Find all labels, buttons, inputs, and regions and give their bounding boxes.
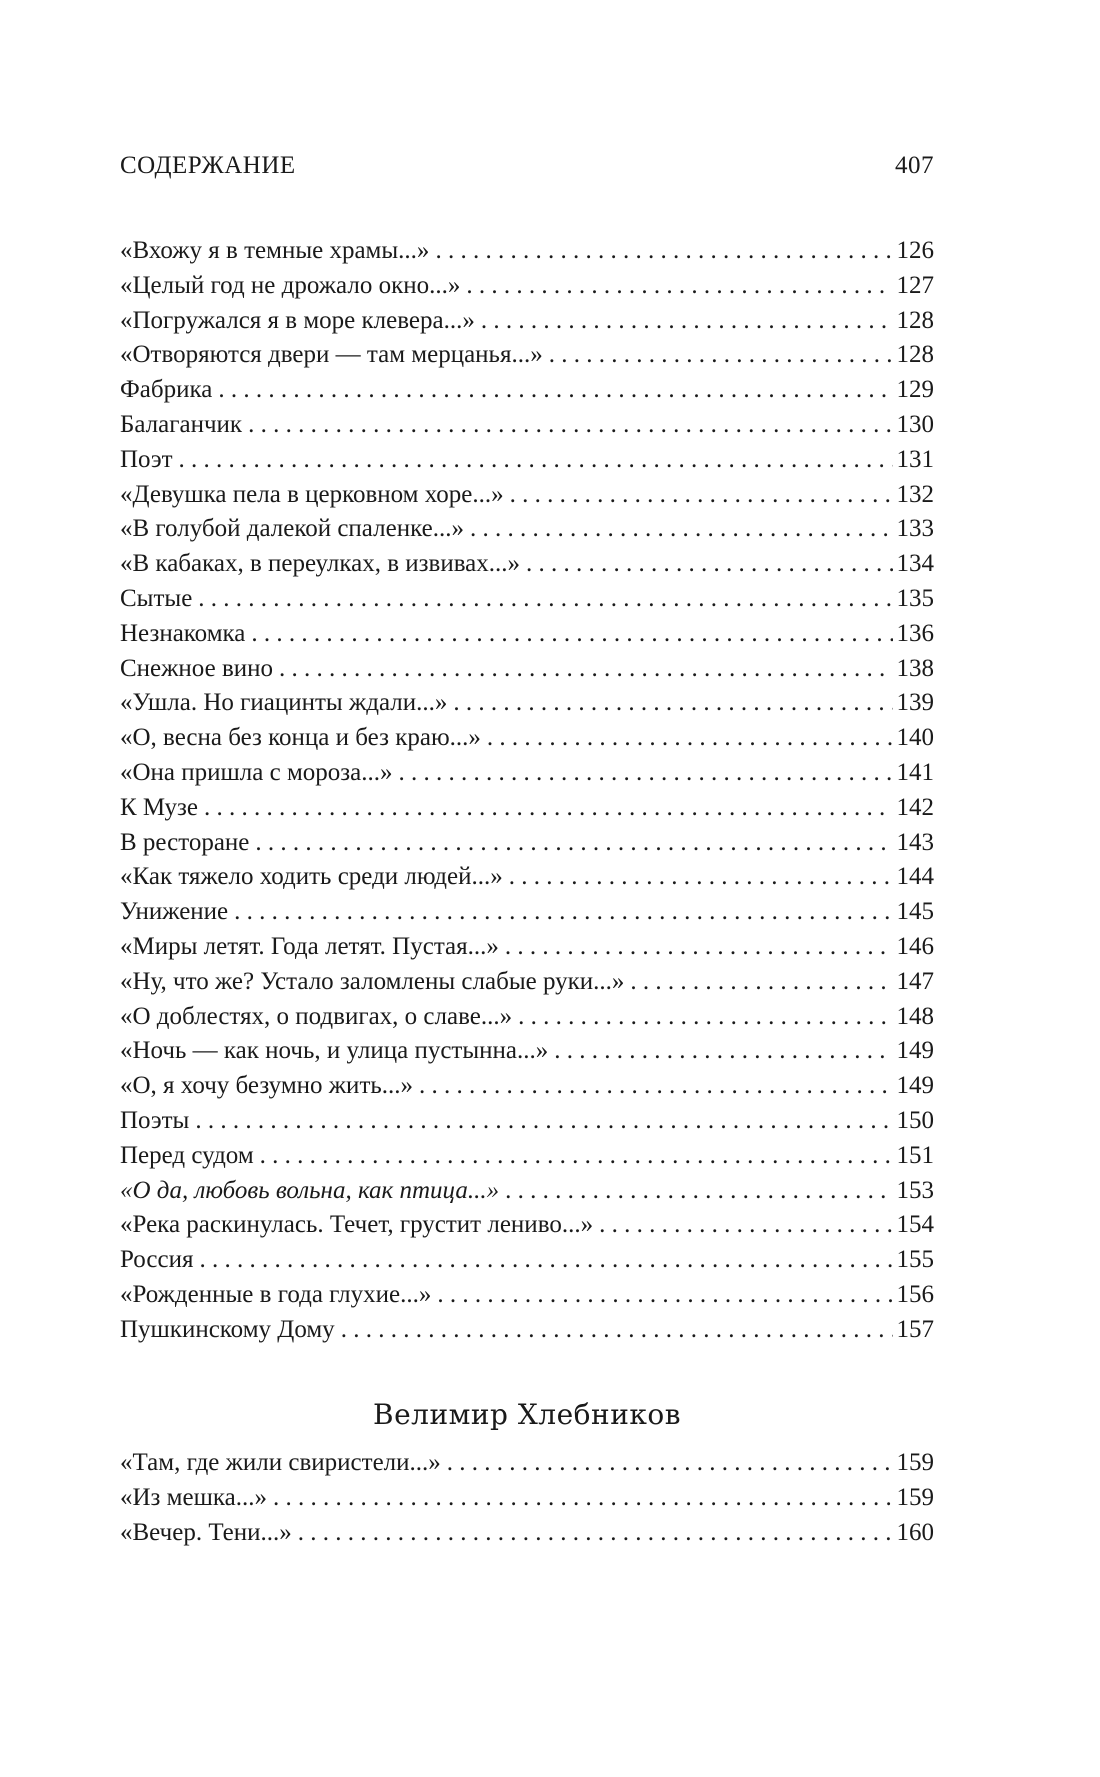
toc-entry-page: 141 — [896, 758, 934, 786]
dot-leader — [399, 756, 893, 791]
page-number: 407 — [895, 152, 934, 179]
toc-entry — [120, 512, 934, 547]
dot-leader — [470, 512, 893, 547]
toc-entry-title: «Река раскинулась. Течет, грустит лениво...» — [120, 1211, 594, 1239]
toc-entry — [120, 338, 934, 373]
toc-entry — [120, 791, 934, 826]
toc-entry-title: Поэты — [120, 1106, 190, 1134]
toc-entry-page: 151 — [896, 1141, 934, 1169]
toc-entry-page: 149 — [896, 1072, 934, 1100]
toc-entry-title: Перед судом — [120, 1141, 254, 1169]
toc-entry-page: 156 — [896, 1280, 934, 1308]
dot-leader — [505, 930, 893, 965]
dot-leader — [437, 1278, 892, 1313]
toc-entry — [120, 408, 934, 443]
toc-entry — [120, 1278, 934, 1313]
dot-leader — [198, 582, 892, 617]
section-heading-khlebnikov: Велимир Хлебников — [373, 1398, 681, 1431]
toc-entry-title: Незнакомка — [120, 619, 246, 647]
toc-entry — [120, 721, 934, 756]
toc-entry-page: 129 — [896, 376, 934, 404]
dot-leader — [279, 652, 892, 687]
toc-list-blok — [120, 234, 934, 1348]
toc-entry-title: Поэт — [120, 445, 173, 473]
dot-leader — [549, 338, 893, 373]
toc-entry — [120, 1000, 934, 1035]
toc-entry-page: 142 — [896, 793, 934, 821]
toc-entry-page: 159 — [896, 1449, 934, 1476]
toc-entry-title: Пушкинскому Дому — [120, 1315, 335, 1343]
toc-entry — [120, 234, 934, 269]
toc-entry-page: 149 — [896, 1037, 934, 1065]
toc-entry — [120, 930, 934, 965]
toc-entry-page: 133 — [896, 515, 934, 543]
toc-entry — [120, 304, 934, 339]
toc-entry-title: Фабрика — [120, 376, 213, 404]
toc-entry — [120, 652, 934, 687]
toc-entry-page: 128 — [896, 306, 934, 334]
toc-entry — [120, 1139, 934, 1174]
dot-leader — [204, 791, 892, 826]
toc-entry-title: «Из мешка...» — [120, 1483, 267, 1511]
dot-leader — [341, 1313, 893, 1348]
running-header — [120, 152, 934, 184]
dot-leader — [518, 1000, 892, 1035]
toc-entry — [120, 547, 934, 582]
dot-leader — [195, 1104, 892, 1139]
toc-entry-title: «Погружался я в море клевера...» — [120, 306, 475, 334]
toc-entry-title: «О, весна без конца и без краю...» — [120, 724, 481, 752]
toc-entry-page: 157 — [896, 1315, 934, 1343]
toc-entry — [120, 373, 934, 408]
toc-entry — [120, 617, 934, 652]
toc-entry-page: 153 — [896, 1176, 934, 1204]
toc-entry-title: «Она пришла с мороза...» — [120, 758, 393, 786]
toc-entry — [120, 1243, 934, 1278]
toc-entry — [120, 1174, 934, 1209]
dot-leader — [509, 860, 893, 895]
toc-entry-title: «Ночь — как ночь, и улица пустынна...» — [120, 1037, 549, 1065]
toc-entry — [120, 860, 934, 895]
toc-entry-page: 130 — [896, 410, 934, 438]
toc-entry-page: 145 — [896, 898, 934, 926]
toc-entry-page: 139 — [896, 689, 934, 717]
toc-entry — [120, 1516, 934, 1551]
running-header-title: СОДЕРЖАНИЕ — [120, 152, 296, 179]
toc-entry — [120, 1208, 934, 1243]
toc-entry-title: «Миры летят. Года летят. Пустая...» — [120, 932, 499, 960]
toc-entry — [120, 895, 934, 930]
toc-entry-page: 154 — [896, 1211, 934, 1239]
toc-entry-title: К Музе — [120, 793, 199, 821]
dot-leader — [435, 234, 892, 269]
toc-entry-page: 148 — [896, 1002, 934, 1030]
toc-entry-page: 144 — [896, 863, 934, 891]
dot-leader — [218, 373, 892, 408]
toc-entry — [120, 478, 934, 513]
toc-entry — [120, 1313, 934, 1348]
toc-entry-page: 146 — [896, 932, 934, 960]
toc-entry-title: «В кабаках, в переулках, в извивах...» — [120, 550, 521, 578]
toc-entry-title: «Девушка пела в церковном хоре...» — [120, 480, 504, 508]
toc-entry-page: 126 — [896, 237, 934, 264]
toc-entry-page: 155 — [896, 1246, 934, 1274]
toc-entry-page: 134 — [896, 550, 934, 578]
toc-entry-title: «О да, любовь вольна, как птица...» — [120, 1176, 500, 1204]
toc-entry-page: 136 — [896, 619, 934, 647]
toc-entry-title: «Вечер. Тени...» — [120, 1518, 292, 1546]
dot-leader — [199, 1243, 892, 1278]
toc-entry-page: 128 — [896, 341, 934, 369]
dot-leader — [453, 686, 892, 721]
toc-entry-title: «Ну, что же? Устало заломлены слабые руки...» — [120, 967, 625, 995]
toc-entry-title: «Рожденные в года глухие...» — [120, 1280, 432, 1308]
toc-entry-page: 127 — [896, 271, 934, 299]
toc-entry — [120, 826, 934, 861]
toc-entry-page: 150 — [896, 1106, 934, 1134]
toc-entry-page: 132 — [896, 480, 934, 508]
dot-leader — [510, 478, 893, 513]
dot-leader — [273, 1481, 893, 1516]
toc-entry-title: «В голубой далекой спаленке...» — [120, 515, 464, 543]
toc-entry-title: «Целый год не дрожало окно...» — [120, 271, 461, 299]
toc-entry-title: Сытые — [120, 584, 193, 612]
dot-leader — [248, 408, 892, 443]
toc-entry — [120, 1481, 934, 1516]
dot-leader — [554, 1034, 892, 1069]
dot-leader — [447, 1446, 893, 1481]
toc-entry-page: 135 — [896, 584, 934, 612]
toc-entry — [120, 1446, 934, 1481]
toc-entry-page: 131 — [896, 445, 934, 473]
dot-leader — [505, 1174, 892, 1209]
toc-entry — [120, 756, 934, 791]
toc-entry-title: «Ушла. Но гиацинты ждали...» — [120, 689, 448, 717]
toc-entry-page: 159 — [896, 1483, 934, 1511]
dot-leader — [466, 269, 892, 304]
dot-leader — [260, 1139, 893, 1174]
toc-entry-title: «Там, где жили свиристели...» — [120, 1449, 441, 1476]
dot-leader — [630, 965, 892, 1000]
toc-entry-title: Унижение — [120, 898, 229, 926]
dot-leader — [255, 826, 892, 861]
toc-entry-page: 140 — [896, 724, 934, 752]
toc-entry — [120, 582, 934, 617]
toc-entry-page: 160 — [896, 1518, 934, 1546]
dot-leader — [487, 721, 893, 756]
toc-entry-title: «Как тяжело ходить среди людей...» — [120, 863, 503, 891]
toc-entry-title: «О, я хочу безумно жить...» — [120, 1072, 414, 1100]
toc-entry-page: 147 — [896, 967, 934, 995]
toc-entry — [120, 965, 934, 1000]
dot-leader — [234, 895, 892, 930]
toc-entry — [120, 1069, 934, 1104]
toc-entry-title: Балаганчик — [120, 410, 243, 438]
toc-entry-title: «О доблестях, о подвигах, о славе...» — [120, 1002, 513, 1030]
toc-entry — [120, 443, 934, 478]
toc-entry-page: 143 — [896, 828, 934, 856]
dot-leader — [179, 443, 893, 478]
toc-entry-title: «Отворяются двери — там мерцанья...» — [120, 341, 543, 369]
toc-entry-page: 138 — [896, 654, 934, 682]
dot-leader — [481, 304, 893, 339]
toc-list-khlebnikov — [120, 1446, 934, 1550]
toc-entry-title: «Вхожу я в темные храмы...» — [120, 237, 430, 264]
toc-entry-title: В ресторане — [120, 828, 250, 856]
dot-leader — [599, 1208, 892, 1243]
toc-entry-title: Россия — [120, 1246, 194, 1274]
toc-entry — [120, 269, 934, 304]
dot-leader — [298, 1516, 893, 1551]
dot-leader — [526, 547, 892, 582]
toc-entry — [120, 1104, 934, 1139]
dot-leader — [251, 617, 892, 652]
toc-entry-title: Снежное вино — [120, 654, 274, 682]
dot-leader — [419, 1069, 892, 1104]
toc-entry — [120, 1034, 934, 1069]
toc-entry — [120, 686, 934, 721]
